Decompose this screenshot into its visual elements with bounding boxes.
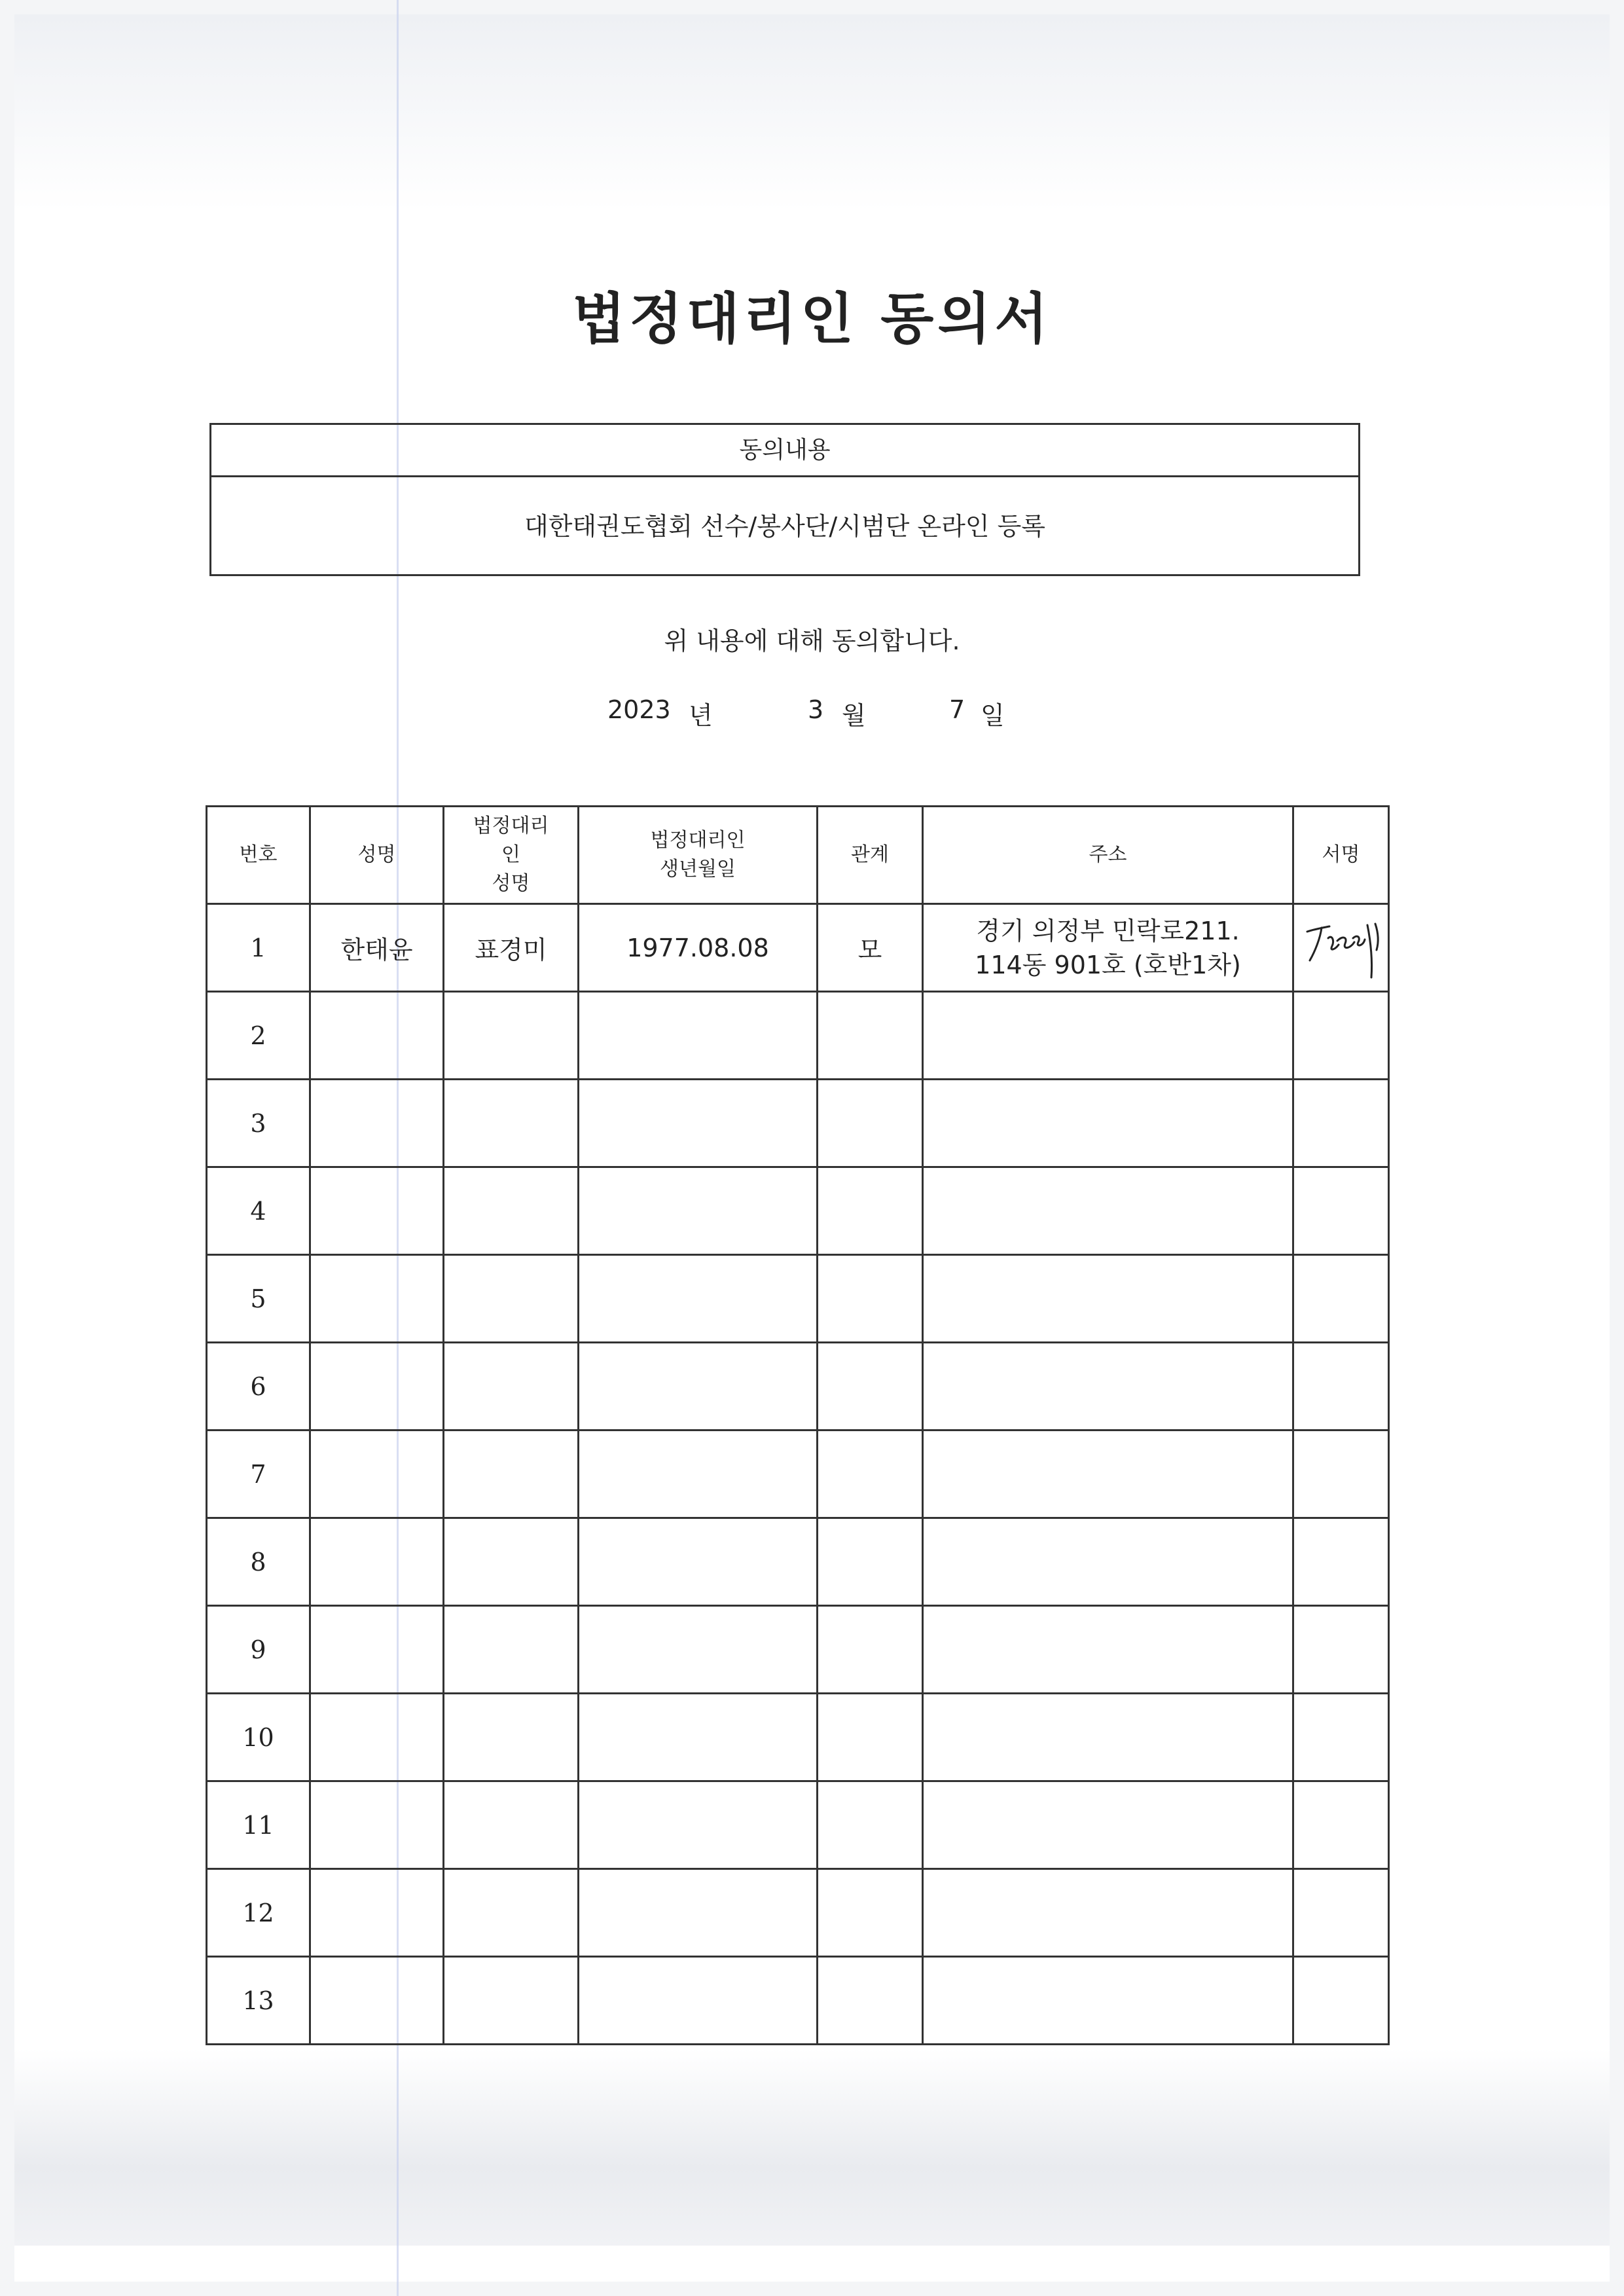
row-number: 9 [207,1606,310,1694]
row-address [923,992,1293,1080]
row-guardian-dob [579,1694,818,1781]
scan-shadow-bottom [14,2049,1610,2246]
header-guardian-dob-line2: 생년월일 [660,858,736,881]
consent-content: 대한태권도협회 선수/봉사단/시범단 온라인 등록 [524,512,1045,541]
table-row [207,1080,1389,1167]
row-name [310,1869,444,1957]
consent-box [209,423,1360,576]
consent-header: 동의내용 [211,425,1358,477]
row-address [923,1255,1293,1343]
row-number: 11 [207,1781,310,1869]
table-row [207,1957,1389,2045]
row-relation [818,1080,923,1167]
header-number: 번호 [207,807,310,904]
row-signature [1293,992,1389,1080]
row-number: 7 [207,1430,310,1518]
date-year-unit: 년 [689,701,713,730]
row-signature [1293,1518,1389,1606]
row-relation [818,1957,923,2045]
row-relation [818,1255,923,1343]
header-address: 주소 [923,807,1293,904]
table-row [207,1781,1389,1869]
header-guardian-dob [579,807,818,904]
row-relation [818,1343,923,1430]
row-signature [1293,1869,1389,1957]
row-relation [818,1430,923,1518]
row-relation [818,1694,923,1781]
registration-table [206,805,1390,2045]
row-signature [1293,1343,1389,1430]
row-guardian-name [444,1518,579,1606]
row-address [923,1430,1293,1518]
row-name [310,1167,444,1255]
header-guardian-name-line3: 성명 [492,872,530,895]
agreement-statement: 위 내용에 대해 동의합니다. [664,627,960,655]
row-relation [818,1869,923,1957]
date-month: 3 [808,695,824,724]
row-address [923,1606,1293,1694]
row-number: 8 [207,1518,310,1606]
row-guardian-name [444,1606,579,1694]
header-signature: 서명 [1293,807,1389,904]
row-guardian-name [444,1869,579,1957]
table-header-row [207,807,1389,904]
row-address [923,1343,1293,1430]
table-row [207,1255,1389,1343]
row-relation [818,1518,923,1606]
header-relation: 관계 [818,807,923,904]
row-address [923,904,1293,992]
row-signature [1293,1167,1389,1255]
row-name [310,1606,444,1694]
header-guardian-name-line1: 법정대리 [473,814,549,837]
row-address [923,1694,1293,1781]
row-guardian-dob [579,1957,818,2045]
row-address [923,1080,1293,1167]
row-number: 3 [207,1080,310,1167]
row-signature [1293,1957,1389,2045]
row-guardian-dob [579,1781,818,1869]
row-number: 13 [207,1957,310,2045]
row-guardian-name [444,992,579,1080]
row-number: 5 [207,1255,310,1343]
row-name [310,1694,444,1781]
row-relation [818,1606,923,1694]
row-name [310,1781,444,1869]
handwritten-signature [1295,912,1387,984]
row-guardian-name [444,1430,579,1518]
row-relation: 모 [818,904,923,992]
table-row [207,1343,1389,1430]
row-signature [1293,1080,1389,1167]
row-signature [1293,1606,1389,1694]
row-address-line2: 114동 901호 (호반1차) [975,950,1241,979]
table-row [207,1606,1389,1694]
row-guardian-name [444,1957,579,2045]
table-row [207,1518,1389,1606]
header-name: 성명 [310,807,444,904]
row-guardian-dob [579,1606,818,1694]
row-name [310,992,444,1080]
header-guardian-name [444,807,579,904]
row-name [310,1957,444,2045]
row-signature [1293,1781,1389,1869]
row-name [310,1518,444,1606]
row-guardian-dob [579,1518,818,1606]
row-guardian-dob [579,1080,818,1167]
row-guardian-dob: 1977.08.08 [579,904,818,992]
date-day-unit: 일 [981,701,1005,730]
table-row [207,1869,1389,1957]
row-name [310,1255,444,1343]
row-signature [1293,904,1389,992]
row-number: 10 [207,1694,310,1781]
row-guardian-name [444,1694,579,1781]
row-address [923,1957,1293,2045]
row-number: 12 [207,1869,310,1957]
row-signature [1293,1430,1389,1518]
row-guardian-dob [579,992,818,1080]
row-relation [818,992,923,1080]
row-name [310,1343,444,1430]
row-name [310,1080,444,1167]
scan-shadow-top [14,14,1610,211]
row-address [923,1518,1293,1606]
row-address-line1: 경기 의정부 민락로211. [976,916,1240,945]
row-guardian-name [444,1167,579,1255]
row-name [310,1430,444,1518]
row-relation [818,1167,923,1255]
row-name: 한태윤 [310,904,444,992]
date-year: 2023 [607,695,671,724]
table-row [207,904,1389,992]
row-address [923,1869,1293,1957]
row-number: 4 [207,1167,310,1255]
table-row [207,992,1389,1080]
table-row [207,1430,1389,1518]
header-guardian-name-line2: 인 [501,843,520,866]
row-guardian-dob [579,1343,818,1430]
table-row [207,1167,1389,1255]
date-day: 7 [949,695,965,724]
row-number: 2 [207,992,310,1080]
row-guardian-dob [579,1430,818,1518]
row-guardian-dob [579,1255,818,1343]
document-title: 법정대리인 동의서 [572,287,1052,351]
row-number: 6 [207,1343,310,1430]
row-address [923,1781,1293,1869]
row-relation [818,1781,923,1869]
row-number: 1 [207,904,310,992]
row-guardian-name [444,1080,579,1167]
row-signature [1293,1255,1389,1343]
row-guardian-name [444,1255,579,1343]
header-guardian-dob-line1: 법정대리인 [650,829,746,852]
row-guardian-name [444,1781,579,1869]
row-guardian-name [444,1343,579,1430]
row-signature [1293,1694,1389,1781]
date-month-unit: 월 [842,701,866,730]
row-guardian-dob [579,1869,818,1957]
row-guardian-name: 표경미 [444,904,579,992]
table-row [207,1694,1389,1781]
row-guardian-dob [579,1167,818,1255]
row-address [923,1167,1293,1255]
